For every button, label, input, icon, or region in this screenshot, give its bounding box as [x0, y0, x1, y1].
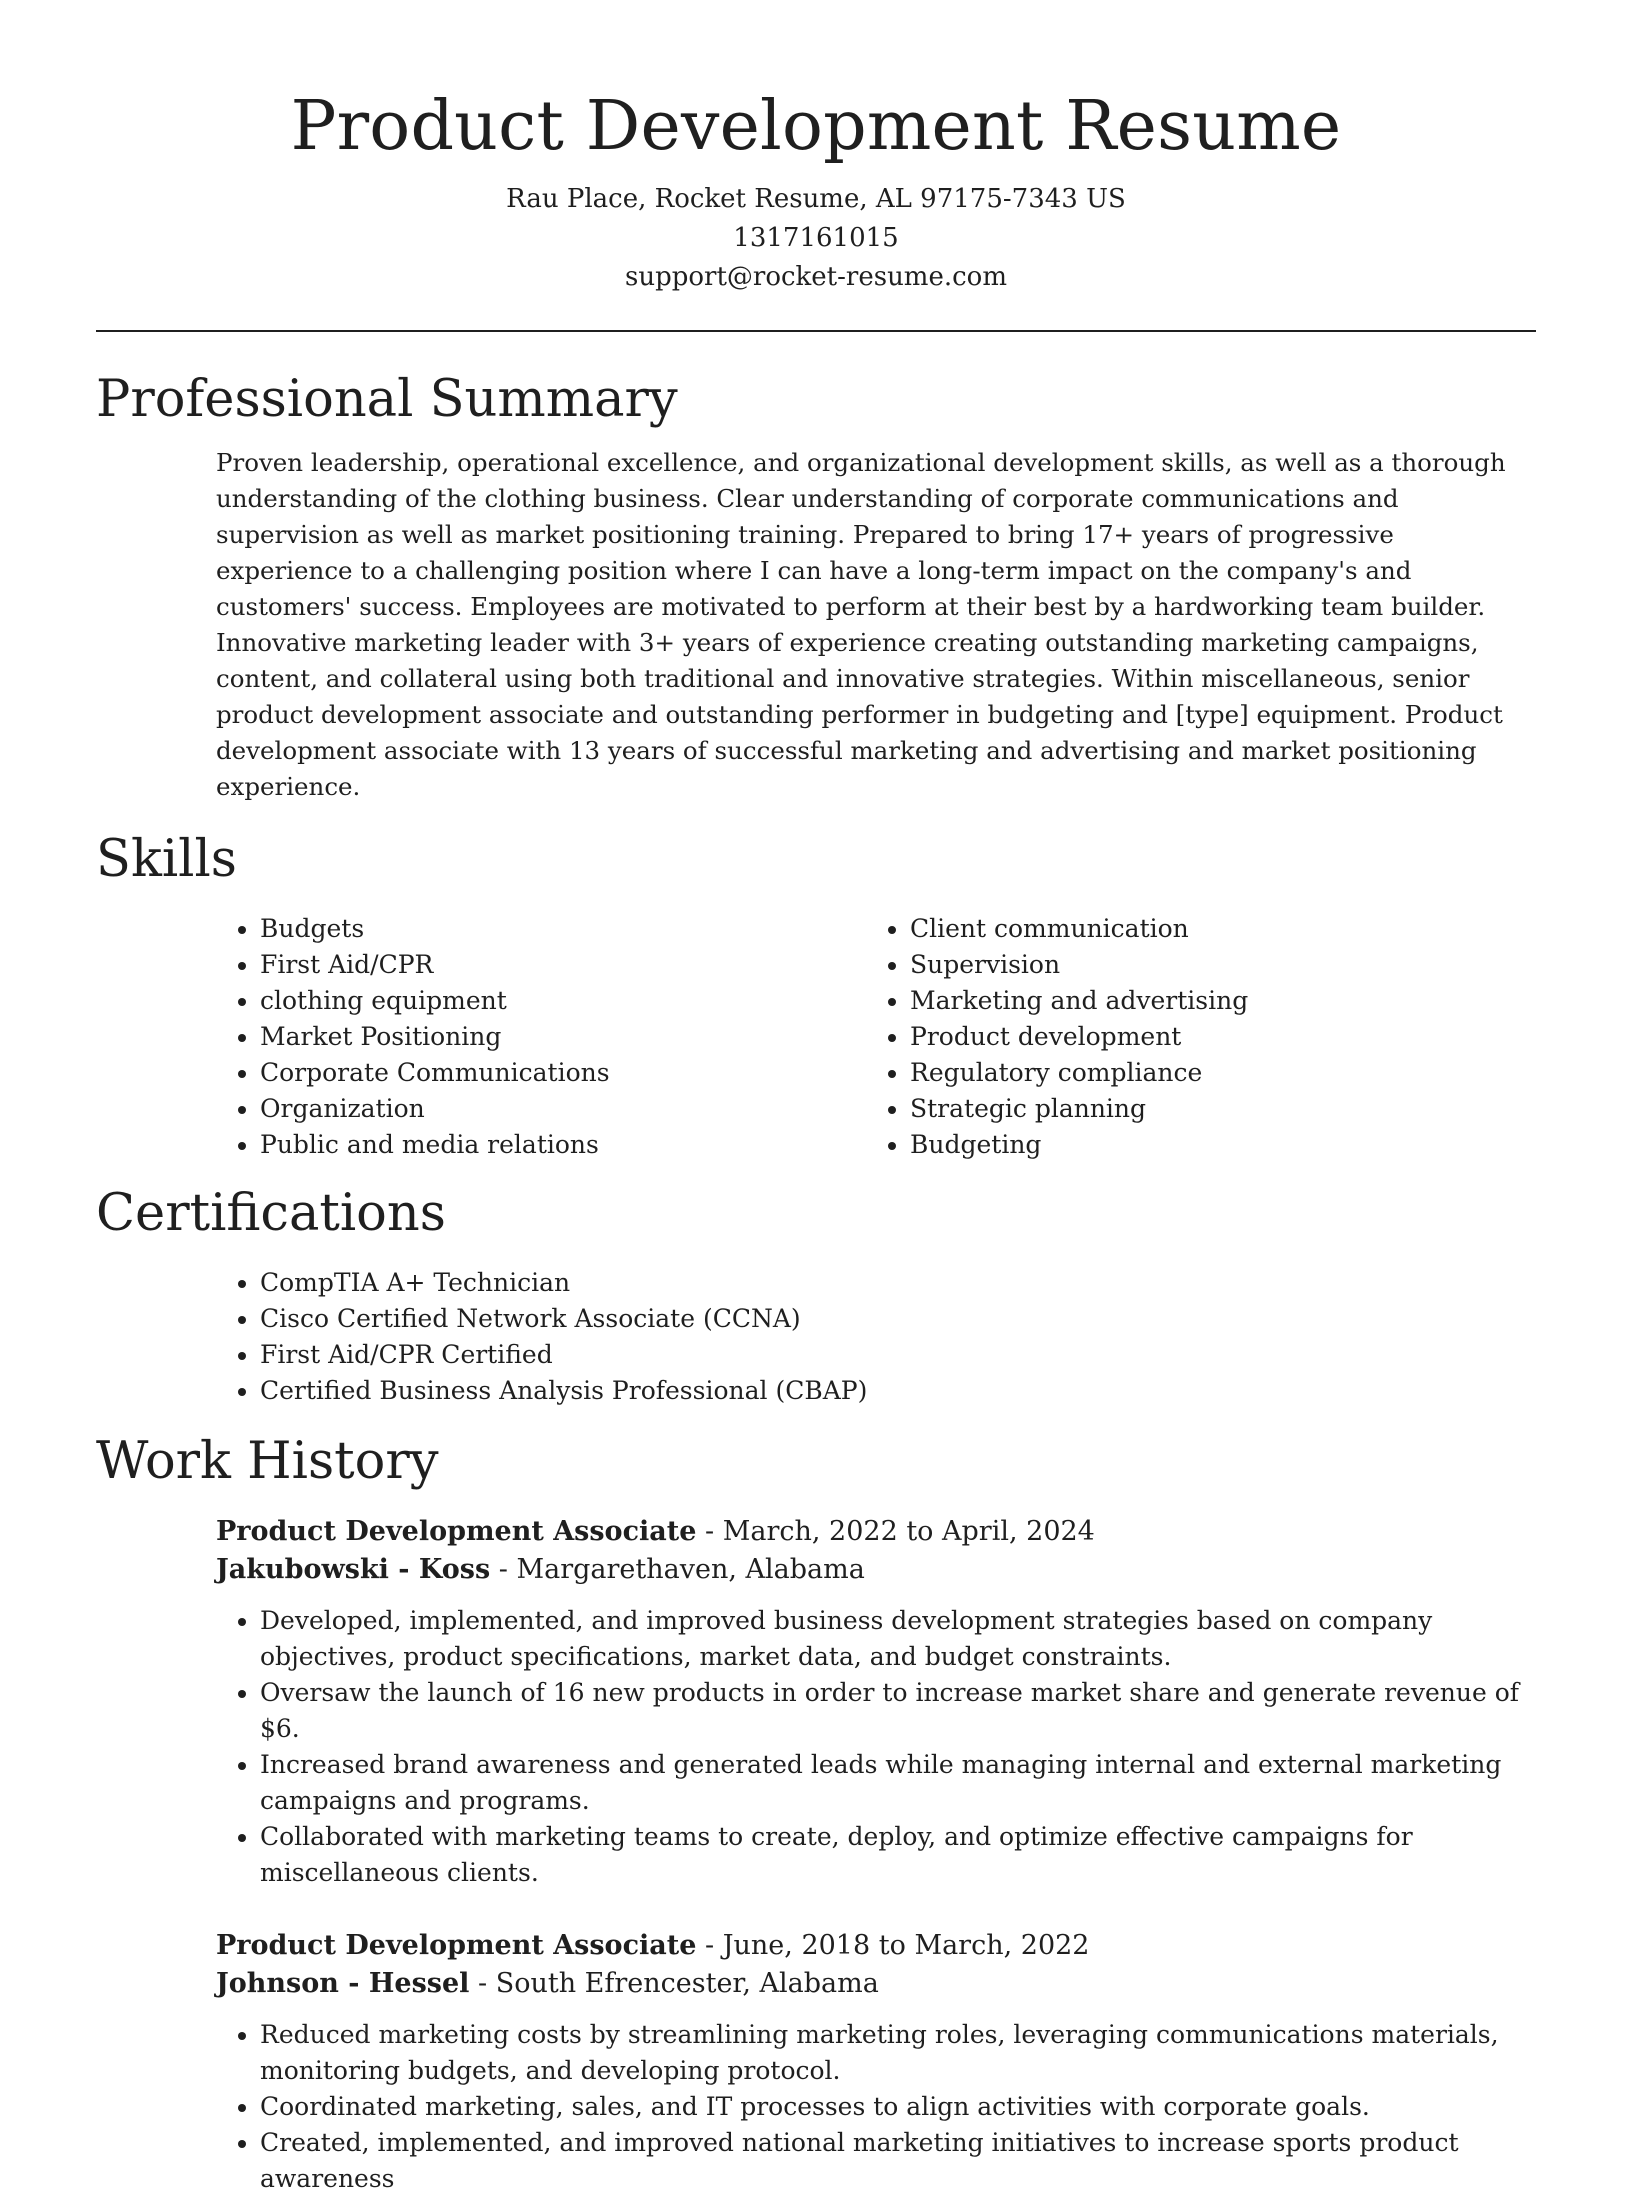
certification-item: • First Aid/CPR Certified: [260, 1337, 1536, 1373]
job-company-line: [216, 1965, 1536, 2003]
skills-list: [216, 911, 1536, 1163]
section-title-certifications: Certifications: [96, 1184, 446, 1243]
job-dates: - March, 2022 to April, 2024: [696, 1516, 1095, 1547]
job-company-line: [216, 1551, 1536, 1589]
header-divider: [96, 330, 1536, 332]
skills-column-left: [216, 911, 866, 1163]
skill-item: • Supervision: [910, 947, 1248, 983]
resume-title: Product Development Resume: [290, 87, 1342, 166]
certifications-list: [216, 1265, 1536, 1409]
certification-item: • Cisco Certified Network Associate (CCNA): [260, 1301, 1536, 1337]
job-bullets: [216, 2017, 1536, 2197]
job-bullet: • Increased brand awareness and generated leads while managing internal and external marketing campaigns and programs.: [260, 1747, 1536, 1819]
skill-item: • Organization: [260, 1091, 866, 1127]
job-bullet: • Created, implemented, and improved national marketing initiatives to increase sports product awareness: [260, 2125, 1536, 2197]
skill-item: • Client communication: [910, 911, 1248, 947]
skill-item: • Budgets: [260, 911, 866, 947]
skill-item: • Market Positioning: [260, 1019, 866, 1055]
job-title-line: [216, 1513, 1536, 1551]
contact-phone: 1317161015: [733, 223, 899, 253]
job-bullet: • Developed, implemented, and improved business development strategies based on company objectives, product specifications, market data, and budget constraints.: [260, 1603, 1536, 1675]
contact-email: support@rocket-resume.com: [624, 262, 1007, 292]
resume-header: [96, 84, 1536, 297]
job-bullet: • Collaborated with marketing teams to create, deploy, and optimize effective campaigns for miscellaneous clients.: [260, 1819, 1536, 1891]
job-bullets: [216, 1603, 1536, 1891]
section-title-summary: Professional Summary: [96, 370, 678, 429]
job-bullet: • Reduced marketing costs by streamlining marketing roles, leveraging communications materials, monitoring budgets, and developing protocol.: [260, 2017, 1536, 2089]
skills-column-right: [866, 911, 1248, 1163]
skill-item: • Public and media relations: [260, 1127, 866, 1163]
job-bullet: • Oversaw the launch of 16 new products in order to increase market share and generate revenue of $6.: [260, 1675, 1536, 1747]
skill-item: • Marketing and advertising: [910, 983, 1248, 1019]
job-location: - Margarethaven, Alabama: [490, 1554, 865, 1585]
skill-item: • Budgeting: [910, 1127, 1248, 1163]
certification-item: • CompTIA A+ Technician: [260, 1265, 1536, 1301]
skill-item: • clothing equipment: [260, 983, 866, 1019]
job-title: Product Development Associate: [216, 1516, 697, 1547]
skill-item: • Regulatory compliance: [910, 1055, 1248, 1091]
job-company: Johnson - Hessel: [216, 1968, 470, 1999]
skill-item: • Product development: [910, 1019, 1248, 1055]
contact-address: Rau Place, Rocket Resume, AL 97175-7343 US: [506, 184, 1126, 214]
job-dates: - June, 2018 to March, 2022: [696, 1930, 1090, 1961]
job-entry: [216, 1927, 1536, 2197]
skill-item: • Corporate Communications: [260, 1055, 866, 1091]
resume-page: [96, 0, 1536, 2197]
job-company: Jakubowski - Koss: [216, 1554, 491, 1585]
certifications-bullets: [216, 1265, 1536, 1409]
job-title: Product Development Associate: [216, 1930, 697, 1961]
job-location: - South Efrencester, Alabama: [469, 1968, 879, 1999]
skill-item: • Strategic planning: [910, 1091, 1248, 1127]
job-title-line: [216, 1927, 1536, 1965]
skill-item: • First Aid/CPR: [260, 947, 866, 983]
certification-item: • Certified Business Analysis Professional (CBAP): [260, 1373, 1536, 1409]
summary-text: Proven leadership, operational excellence, and organizational development skills, as well as a thorough understanding of the clothing business. Clear understanding of corporate communications and supervision as well as market positioning training. Prepared to bring 17+ years of progressive experience to a challenging position where I can have a long-term impact on the company's and customers' success. Employees are motivated to perform at their best by a hardworking team builder. Innovative marketing leader with 3+ years of experience creating outstanding marketing campaigns, content, and collateral using both traditional and innovative strategies. Within miscellaneous, senior product development associate and outstanding performer in budgeting and [type] equipment. Product development associate with 13 years of successful marketing and advertising and market positioning experience.: [216, 448, 1506, 801]
section-title-skills: Skills: [96, 830, 237, 889]
job-entry: [216, 1513, 1536, 1891]
contact-info: [96, 180, 1536, 297]
job-bullet: • Coordinated marketing, sales, and IT processes to align activities with corporate goals.: [260, 2089, 1536, 2125]
section-title-work-history: Work History: [96, 1432, 439, 1491]
